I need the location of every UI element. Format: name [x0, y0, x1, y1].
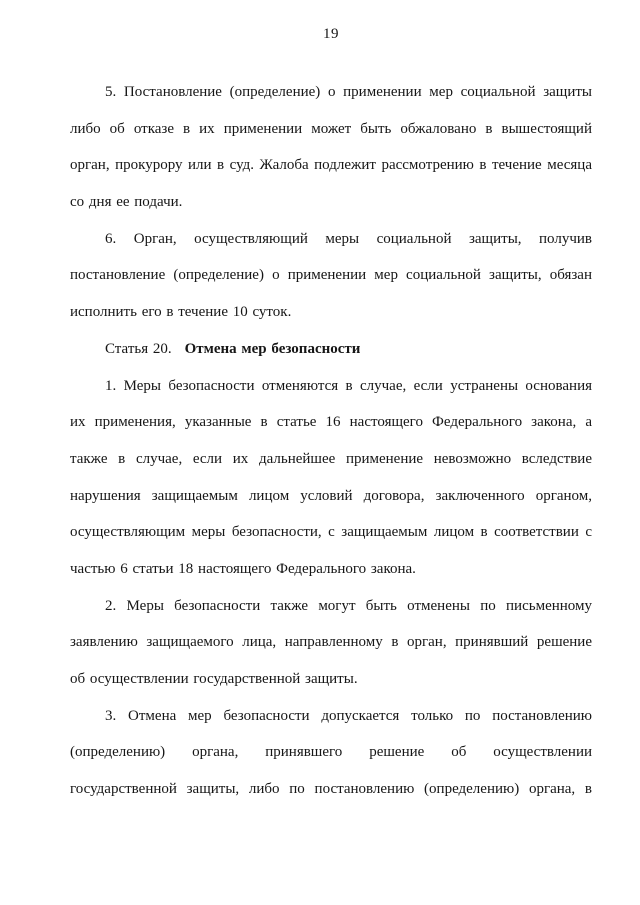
paragraph-line: 3. Отмена мер безопасности допускается только по постановлению	[105, 707, 592, 724]
article-number-text: Статья 20.	[105, 340, 172, 357]
paragraph-line: со дня ее подачи.	[70, 194, 183, 211]
paragraph-line: 5. Постановление (определение) о применении мер социальной защиты	[105, 84, 592, 100]
text-block	[70, 74, 592, 808]
paragraph-line: осуществляющим меры безопасности, с защищаемым лицом в соответствии с	[70, 524, 592, 541]
article-heading	[70, 331, 592, 368]
article-title-text: Отмена мер безопасности	[184, 340, 361, 357]
paragraph-line: постановление (определение) о применении мер социальной защиты, обязан	[70, 267, 592, 284]
paragraph-line: государственной защиты, либо по постановлению (определению) органа, в	[70, 781, 592, 798]
page-number: 19	[323, 26, 339, 42]
paragraph-line: об осуществлении государственной защиты.	[70, 671, 358, 687]
paragraph-line: орган, прокурору или в суд. Жалоба подлежит рассмотрению в течение месяца	[70, 157, 592, 174]
paragraph-line: нарушения защищаемым лицом условий договора, заключенного органом,	[70, 487, 592, 504]
paragraph-line: 1. Меры безопасности отменяются в случае, если устранены основания	[105, 377, 592, 394]
paragraph-line: заявлению защищаемого лица, направленному в орган, принявший решение	[70, 634, 592, 651]
paragraph-line: 6. Орган, осуществляющий меры социальной защиты, получив	[105, 230, 592, 247]
paragraph-line: также в случае, если их дальнейшее применение невозможно вследствие	[70, 450, 592, 467]
paragraph-line: их применения, указанные в статье 16 настоящего Федерального закона, а	[70, 414, 592, 431]
paragraph-line: (определению) органа, принявшего решение об осуществлении	[70, 744, 592, 761]
paragraph-line: частью 6 статьи 18 настоящего Федерального закона.	[70, 560, 416, 577]
paragraph-line: либо об отказе в их применении может быть обжаловано в вышестоящий	[70, 120, 592, 137]
paragraph-line: 2. Меры безопасности также могут быть отменены по письменному	[105, 597, 592, 614]
paragraph-line: исполнить его в течение 10 суток.	[70, 304, 292, 321]
